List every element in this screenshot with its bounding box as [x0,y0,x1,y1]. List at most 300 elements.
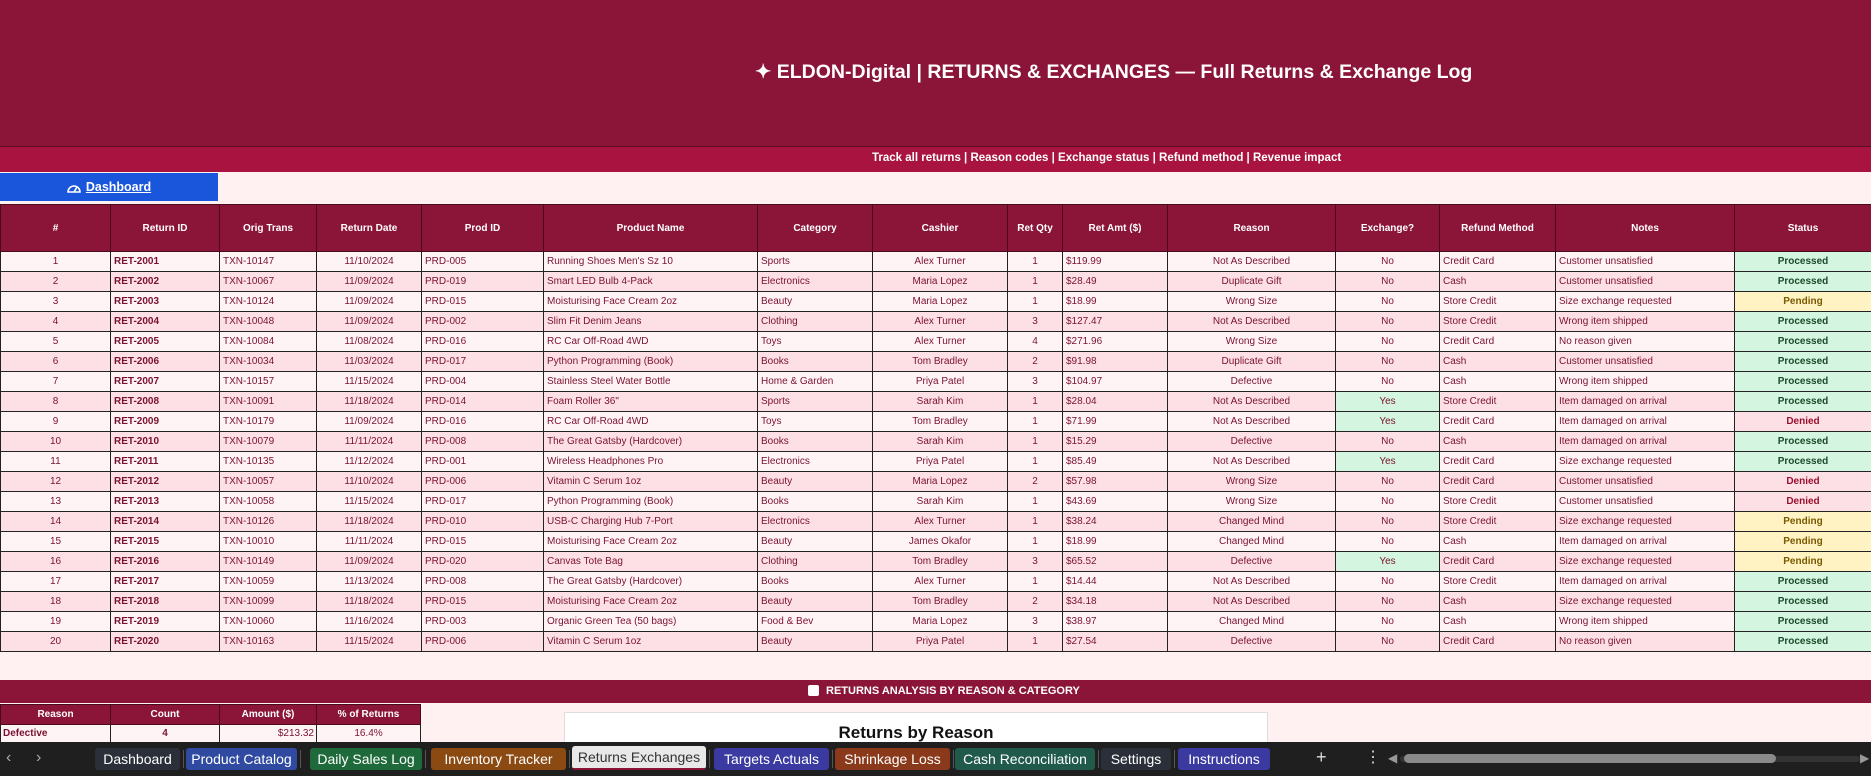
column-header[interactable]: Prod ID [422,205,544,252]
table-cell[interactable]: Size exchange requested [1556,452,1735,472]
sheet-tab[interactable]: Targets Actuals [714,748,829,770]
table-cell[interactable]: TXN-10091 [220,392,317,412]
table-cell[interactable]: 11/03/2024 [317,352,422,372]
table-cell[interactable]: Slim Fit Denim Jeans [544,312,758,332]
table-cell[interactable]: Duplicate Gift [1168,352,1336,372]
table-cell[interactable]: 1 [1008,632,1063,652]
table-cell[interactable]: 11/18/2024 [317,392,422,412]
table-cell[interactable]: $18.99 [1063,292,1168,312]
table-cell[interactable]: $28.04 [1063,392,1168,412]
table-row[interactable] [1,292,1871,312]
table-cell[interactable]: Defective [1168,432,1336,452]
table-cell[interactable]: Cash [1440,352,1556,372]
table-cell[interactable]: No reason given [1556,632,1735,652]
table-cell[interactable]: 1 [1008,532,1063,552]
table-cell[interactable]: Duplicate Gift [1168,272,1336,292]
table-cell[interactable]: 11/13/2024 [317,572,422,592]
table-cell[interactable]: Vitamin C Serum 1oz [544,632,758,652]
table-row[interactable] [1,552,1871,572]
table-cell[interactable]: Yes [1336,392,1440,412]
sheet-tab[interactable]: Product Catalog [186,748,297,770]
table-cell[interactable]: Running Shoes Men's Sz 10 [544,252,758,272]
table-cell[interactable]: Wrong Size [1168,492,1336,512]
table-cell[interactable]: TXN-10010 [220,532,317,552]
table-cell[interactable]: TXN-10149 [220,552,317,572]
table-cell[interactable]: PRD-015 [422,592,544,612]
table-cell[interactable]: Sarah Kim [873,432,1008,452]
plus-icon[interactable]: + [1316,747,1327,767]
table-cell[interactable]: Sarah Kim [873,392,1008,412]
table-cell[interactable]: Maria Lopez [873,272,1008,292]
table-cell[interactable]: Stainless Steel Water Bottle [544,372,758,392]
table-cell[interactable]: 1 [1008,412,1063,432]
table-cell[interactable]: Not As Described [1168,312,1336,332]
table-cell[interactable]: PRD-016 [422,332,544,352]
sheet-tab[interactable]: Settings [1101,748,1171,770]
column-header[interactable]: Status [1735,205,1871,252]
table-cell[interactable]: No [1336,532,1440,552]
table-cell[interactable]: 1 [1008,572,1063,592]
table-cell[interactable]: Changed Mind [1168,532,1336,552]
table-cell[interactable]: No [1336,472,1440,492]
table-cell[interactable]: 3 [1,292,111,312]
table-cell[interactable]: RET-2016 [111,552,220,572]
table-cell[interactable]: Store Credit [1440,312,1556,332]
table-cell[interactable]: Pending [1735,292,1871,312]
table-cell[interactable]: Electronics [758,512,873,532]
table-cell[interactable]: Maria Lopez [873,292,1008,312]
table-cell[interactable]: Customer unsatisfied [1556,492,1735,512]
table-cell[interactable]: 11 [1,452,111,472]
table-cell[interactable]: Vitamin C Serum 1oz [544,472,758,492]
table-cell[interactable]: No [1336,612,1440,632]
table-cell[interactable]: Books [758,572,873,592]
table-cell[interactable]: RET-2002 [111,272,220,292]
table-cell[interactable]: 11/09/2024 [317,552,422,572]
column-header[interactable]: Refund Method [1440,205,1556,252]
table-cell[interactable]: No [1336,332,1440,352]
table-cell[interactable]: 3 [1008,372,1063,392]
table-row[interactable] [1,492,1871,512]
table-cell[interactable]: Processed [1735,432,1871,452]
table-cell[interactable]: Pending [1735,552,1871,572]
table-cell[interactable]: Credit Card [1440,452,1556,472]
table-cell[interactable]: TXN-10084 [220,332,317,352]
table-cell[interactable]: $28.49 [1063,272,1168,292]
table-cell[interactable]: Tom Bradley [873,412,1008,432]
table-cell[interactable]: RET-2019 [111,612,220,632]
table-cell[interactable]: 12 [1,472,111,492]
table-cell[interactable]: Not As Described [1168,572,1336,592]
table-row[interactable] [1,412,1871,432]
table-cell[interactable]: PRD-015 [422,292,544,312]
table-cell[interactable]: 1 [1008,292,1063,312]
table-cell[interactable]: PRD-002 [422,312,544,332]
column-header[interactable]: Category [758,205,873,252]
table-cell[interactable]: 11/11/2024 [317,432,422,452]
table-cell[interactable]: Store Credit [1440,572,1556,592]
table-cell[interactable]: 11/12/2024 [317,452,422,472]
table-row[interactable] [1,572,1871,592]
table-cell[interactable]: 3 [1008,612,1063,632]
table-cell[interactable]: Beauty [758,592,873,612]
table-cell[interactable]: Customer unsatisfied [1556,352,1735,372]
table-cell[interactable]: Credit Card [1440,552,1556,572]
table-cell[interactable]: 1 [1008,432,1063,452]
kebab-icon[interactable]: ⋮ [1365,749,1381,766]
table-cell[interactable]: 11/10/2024 [317,472,422,492]
table-cell[interactable]: 1 [1008,392,1063,412]
table-cell[interactable]: No [1336,252,1440,272]
table-cell[interactable]: Store Credit [1440,392,1556,412]
table-cell[interactable]: Store Credit [1440,292,1556,312]
table-cell[interactable]: Alex Turner [873,572,1008,592]
table-cell[interactable]: No [1336,492,1440,512]
table-cell[interactable]: Defective [1168,552,1336,572]
table-cell[interactable]: Cash [1440,372,1556,392]
table-cell[interactable]: Organic Green Tea (50 bags) [544,612,758,632]
table-cell[interactable]: PRD-001 [422,452,544,472]
table-cell[interactable]: $38.97 [1063,612,1168,632]
table-cell[interactable]: 17 [1,572,111,592]
chevron-right-icon[interactable]: › [36,749,42,766]
table-cell[interactable]: 3 [1008,552,1063,572]
table-cell[interactable]: TXN-10135 [220,452,317,472]
analysis-cell[interactable]: Defective [1,725,111,743]
table-cell[interactable]: Processed [1735,332,1871,352]
table-cell[interactable]: Books [758,432,873,452]
table-cell[interactable]: Alex Turner [873,312,1008,332]
table-cell[interactable]: 11/09/2024 [317,312,422,332]
table-cell[interactable]: PRD-015 [422,532,544,552]
table-cell[interactable]: Cash [1440,612,1556,632]
table-cell[interactable]: 11/10/2024 [317,252,422,272]
table-cell[interactable]: Tom Bradley [873,592,1008,612]
table-cell[interactable]: 16 [1,552,111,572]
table-cell[interactable]: Yes [1336,412,1440,432]
table-cell[interactable]: PRD-020 [422,552,544,572]
table-cell[interactable]: Wrong Size [1168,292,1336,312]
sheet-tab[interactable]: Returns Exchanges [572,746,706,770]
table-cell[interactable]: RET-2007 [111,372,220,392]
table-cell[interactable]: Wrong item shipped [1556,612,1735,632]
table-cell[interactable]: 7 [1,372,111,392]
table-cell[interactable]: $119.99 [1063,252,1168,272]
table-cell[interactable]: 11/09/2024 [317,412,422,432]
table-cell[interactable]: Canvas Tote Bag [544,552,758,572]
table-cell[interactable]: TXN-10048 [220,312,317,332]
table-cell[interactable]: Books [758,352,873,372]
table-cell[interactable]: Maria Lopez [873,612,1008,632]
table-cell[interactable]: Alex Turner [873,332,1008,352]
table-row[interactable] [1,472,1871,492]
analysis-row[interactable] [1,725,421,743]
table-cell[interactable]: Priya Patel [873,452,1008,472]
column-header[interactable]: Return Date [317,205,422,252]
table-cell[interactable]: Moisturising Face Cream 2oz [544,292,758,312]
table-cell[interactable]: PRD-017 [422,352,544,372]
column-header[interactable]: Exchange? [1336,205,1440,252]
table-cell[interactable]: Processed [1735,572,1871,592]
table-cell[interactable]: Changed Mind [1168,512,1336,532]
table-cell[interactable]: Customer unsatisfied [1556,272,1735,292]
table-cell[interactable]: Cash [1440,532,1556,552]
table-cell[interactable]: 14 [1,512,111,532]
table-cell[interactable]: PRD-006 [422,472,544,492]
table-cell[interactable]: 11/16/2024 [317,612,422,632]
table-cell[interactable]: 8 [1,392,111,412]
table-cell[interactable]: Denied [1735,492,1871,512]
table-cell[interactable]: 1 [1008,272,1063,292]
table-cell[interactable]: RET-2006 [111,352,220,372]
table-cell[interactable]: RET-2011 [111,452,220,472]
scroll-right-icon[interactable]: ▶ [1860,751,1870,765]
table-cell[interactable]: Yes [1336,452,1440,472]
table-cell[interactable]: 11/11/2024 [317,532,422,552]
table-cell[interactable]: No reason given [1556,332,1735,352]
table-cell[interactable]: Credit Card [1440,252,1556,272]
analysis-cell[interactable]: 4 [111,725,220,743]
table-row[interactable] [1,392,1871,412]
table-cell[interactable]: Credit Card [1440,332,1556,352]
table-row[interactable] [1,532,1871,552]
table-cell[interactable]: 20 [1,632,111,652]
table-cell[interactable]: Changed Mind [1168,612,1336,632]
table-cell[interactable]: TXN-10060 [220,612,317,632]
table-cell[interactable]: Store Credit [1440,512,1556,532]
table-cell[interactable]: Electronics [758,272,873,292]
table-cell[interactable]: $85.49 [1063,452,1168,472]
table-cell[interactable]: $91.98 [1063,352,1168,372]
table-cell[interactable]: Store Credit [1440,492,1556,512]
table-cell[interactable]: Denied [1735,412,1871,432]
table-cell[interactable]: No [1336,632,1440,652]
table-cell[interactable]: PRD-003 [422,612,544,632]
table-cell[interactable]: No [1336,372,1440,392]
table-row[interactable] [1,632,1871,652]
table-cell[interactable]: Customer unsatisfied [1556,472,1735,492]
table-cell[interactable]: RET-2008 [111,392,220,412]
table-cell[interactable]: RET-2012 [111,472,220,492]
table-row[interactable] [1,512,1871,532]
sheet-tab[interactable]: Dashboard [95,748,180,770]
table-cell[interactable]: Pending [1735,512,1871,532]
table-cell[interactable]: Beauty [758,292,873,312]
column-header[interactable]: Reason [1168,205,1336,252]
table-cell[interactable]: PRD-008 [422,432,544,452]
table-cell[interactable]: 11/09/2024 [317,272,422,292]
table-cell[interactable]: 2 [1008,592,1063,612]
table-cell[interactable]: Books [758,492,873,512]
table-cell[interactable]: Sports [758,392,873,412]
table-cell[interactable]: Size exchange requested [1556,552,1735,572]
table-cell[interactable]: Defective [1168,372,1336,392]
table-cell[interactable]: 11/18/2024 [317,592,422,612]
table-cell[interactable]: Clothing [758,552,873,572]
table-cell[interactable]: Processed [1735,272,1871,292]
table-cell[interactable]: Not As Described [1168,392,1336,412]
table-cell[interactable]: No [1336,292,1440,312]
table-cell[interactable]: Moisturising Face Cream 2oz [544,592,758,612]
table-cell[interactable]: Not As Described [1168,412,1336,432]
column-header[interactable]: # [1,205,111,252]
table-cell[interactable]: 11/15/2024 [317,492,422,512]
table-cell[interactable]: $104.97 [1063,372,1168,392]
table-cell[interactable]: $71.99 [1063,412,1168,432]
table-cell[interactable]: RET-2018 [111,592,220,612]
table-cell[interactable]: Home & Garden [758,372,873,392]
table-cell[interactable]: TXN-10157 [220,372,317,392]
table-cell[interactable]: RET-2009 [111,412,220,432]
table-cell[interactable]: PRD-019 [422,272,544,292]
table-cell[interactable]: RET-2013 [111,492,220,512]
column-header[interactable]: Return ID [111,205,220,252]
table-cell[interactable]: PRD-004 [422,372,544,392]
table-cell[interactable]: RET-2014 [111,512,220,532]
table-cell[interactable]: Cash [1440,432,1556,452]
table-cell[interactable]: Processed [1735,392,1871,412]
dashboard-link-button[interactable] [0,173,218,201]
table-cell[interactable]: Item damaged on arrival [1556,392,1735,412]
scrollbar-thumb[interactable] [1404,754,1776,763]
table-cell[interactable]: Beauty [758,532,873,552]
table-row[interactable] [1,612,1871,632]
table-cell[interactable]: Sports [758,252,873,272]
table-cell[interactable]: Processed [1735,352,1871,372]
analysis-cell[interactable]: 16.4% [317,725,421,743]
table-cell[interactable]: Denied [1735,472,1871,492]
table-cell[interactable]: Wrong item shipped [1556,312,1735,332]
table-cell[interactable]: 4 [1008,332,1063,352]
table-cell[interactable]: 11/15/2024 [317,632,422,652]
table-cell[interactable]: Not As Described [1168,452,1336,472]
table-cell[interactable]: RET-2005 [111,332,220,352]
table-cell[interactable]: Processed [1735,612,1871,632]
table-cell[interactable]: No [1336,312,1440,332]
table-cell[interactable]: PRD-005 [422,252,544,272]
table-cell[interactable]: Toys [758,412,873,432]
table-cell[interactable]: PRD-016 [422,412,544,432]
column-header[interactable]: Orig Trans [220,205,317,252]
table-cell[interactable]: 2 [1008,352,1063,372]
table-cell[interactable]: 5 [1,332,111,352]
table-cell[interactable]: TXN-10058 [220,492,317,512]
table-cell[interactable]: RC Car Off-Road 4WD [544,412,758,432]
table-cell[interactable]: Foam Roller 36" [544,392,758,412]
table-cell[interactable]: RET-2001 [111,252,220,272]
table-cell[interactable]: Processed [1735,592,1871,612]
table-cell[interactable]: Customer unsatisfied [1556,252,1735,272]
table-cell[interactable]: RET-2010 [111,432,220,452]
table-cell[interactable]: PRD-017 [422,492,544,512]
scroll-left-icon[interactable]: ◀ [1388,751,1398,765]
sheet-tab[interactable]: Shrinkage Loss [835,748,950,770]
sheet-tab[interactable]: Cash Reconciliation [955,748,1095,770]
table-row[interactable] [1,252,1871,272]
analysis-cell[interactable]: $213.32 [220,725,317,743]
returns-by-reason-chart[interactable] [564,712,1268,744]
table-cell[interactable]: RET-2017 [111,572,220,592]
table-cell[interactable]: Wrong item shipped [1556,372,1735,392]
table-cell[interactable]: Python Programming (Book) [544,492,758,512]
table-cell[interactable]: 4 [1,312,111,332]
table-cell[interactable]: No [1336,272,1440,292]
table-cell[interactable]: Tom Bradley [873,552,1008,572]
table-cell[interactable]: Wrong Size [1168,472,1336,492]
table-cell[interactable]: $57.98 [1063,472,1168,492]
table-cell[interactable]: TXN-10067 [220,272,317,292]
table-cell[interactable]: Cash [1440,592,1556,612]
chevron-left-icon[interactable]: ‹ [6,749,12,766]
table-cell[interactable]: $38.24 [1063,512,1168,532]
sheet-tab[interactable]: Instructions [1178,748,1270,770]
table-row[interactable] [1,272,1871,292]
table-cell[interactable]: Credit Card [1440,472,1556,492]
table-row[interactable] [1,352,1871,372]
table-cell[interactable]: Priya Patel [873,372,1008,392]
table-cell[interactable]: $18.99 [1063,532,1168,552]
table-cell[interactable]: Item damaged on arrival [1556,532,1735,552]
table-cell[interactable]: No [1336,432,1440,452]
table-cell[interactable]: Clothing [758,312,873,332]
table-cell[interactable]: Moisturising Face Cream 2oz [544,532,758,552]
table-cell[interactable]: PRD-014 [422,392,544,412]
table-cell[interactable]: RET-2015 [111,532,220,552]
table-cell[interactable]: TXN-10079 [220,432,317,452]
table-cell[interactable]: RC Car Off-Road 4WD [544,332,758,352]
table-cell[interactable]: RET-2003 [111,292,220,312]
table-cell[interactable]: James Okafor [873,532,1008,552]
table-cell[interactable]: Smart LED Bulb 4-Pack [544,272,758,292]
table-cell[interactable]: TXN-10147 [220,252,317,272]
table-cell[interactable]: Processed [1735,312,1871,332]
table-cell[interactable]: 1 [1008,452,1063,472]
table-cell[interactable]: $127.47 [1063,312,1168,332]
table-cell[interactable]: 19 [1,612,111,632]
table-cell[interactable]: Beauty [758,632,873,652]
table-cell[interactable]: TXN-10099 [220,592,317,612]
table-cell[interactable]: Sarah Kim [873,492,1008,512]
table-cell[interactable]: Tom Bradley [873,352,1008,372]
table-cell[interactable]: 1 [1,252,111,272]
table-cell[interactable]: No [1336,572,1440,592]
table-cell[interactable]: 13 [1,492,111,512]
column-header[interactable]: Notes [1556,205,1735,252]
table-cell[interactable]: Priya Patel [873,632,1008,652]
table-cell[interactable]: 2 [1,272,111,292]
table-cell[interactable]: RET-2020 [111,632,220,652]
table-cell[interactable]: 1 [1008,512,1063,532]
table-cell[interactable]: Yes [1336,552,1440,572]
table-cell[interactable]: USB-C Charging Hub 7-Port [544,512,758,532]
table-cell[interactable]: $15.29 [1063,432,1168,452]
table-cell[interactable]: 1 [1008,492,1063,512]
table-cell[interactable]: Alex Turner [873,252,1008,272]
table-cell[interactable]: Size exchange requested [1556,512,1735,532]
table-row[interactable] [1,332,1871,352]
table-cell[interactable]: Cash [1440,272,1556,292]
table-cell[interactable]: Python Programming (Book) [544,352,758,372]
column-header[interactable]: Cashier [873,205,1008,252]
table-cell[interactable]: Wireless Headphones Pro [544,452,758,472]
table-cell[interactable]: Electronics [758,452,873,472]
table-cell[interactable]: 2 [1008,472,1063,492]
table-cell[interactable]: 9 [1,412,111,432]
table-cell[interactable]: Food & Bev [758,612,873,632]
table-cell[interactable]: Item damaged on arrival [1556,412,1735,432]
table-cell[interactable]: 3 [1008,312,1063,332]
table-row[interactable] [1,312,1871,332]
